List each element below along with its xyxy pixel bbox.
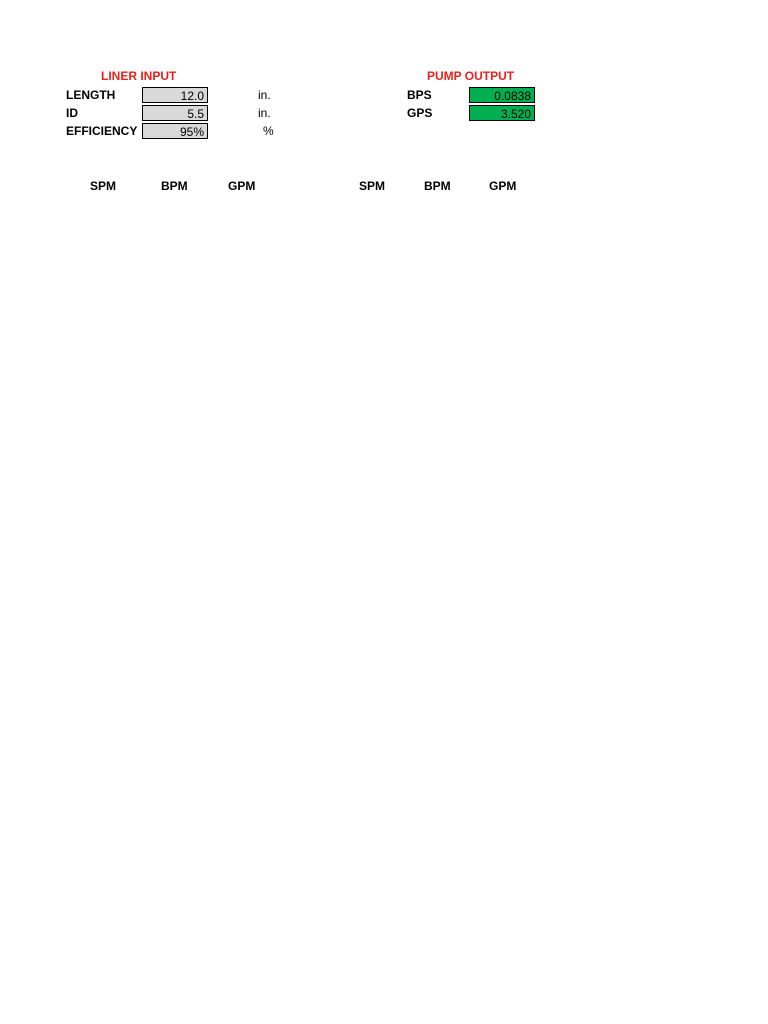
pump-output-title: PUMP OUTPUT (427, 69, 515, 83)
header-bpm-left: BPM (161, 179, 188, 193)
length-input[interactable]: 12.0 (142, 87, 208, 103)
bps-output: 0.0838 (469, 87, 535, 103)
id-label: ID (66, 106, 78, 120)
efficiency-input[interactable]: 95% (142, 123, 208, 139)
header-bpm-right: BPM (424, 179, 451, 193)
header-spm-left: SPM (90, 179, 117, 193)
header-gpm-right: GPM (489, 179, 517, 193)
gps-output: 3.520 (469, 105, 535, 121)
efficiency-label: EFFICIENCY (66, 124, 138, 138)
id-unit: in. (258, 106, 271, 120)
length-unit: in. (258, 88, 271, 102)
length-label: LENGTH (66, 88, 116, 102)
efficiency-unit: % (263, 124, 274, 138)
liner-input-title: LINER INPUT (101, 69, 177, 83)
gps-label: GPS (407, 106, 433, 120)
bps-label: BPS (407, 88, 432, 102)
id-input[interactable]: 5.5 (142, 105, 208, 121)
header-spm-right: SPM (359, 179, 386, 193)
header-gpm-left: GPM (228, 179, 256, 193)
